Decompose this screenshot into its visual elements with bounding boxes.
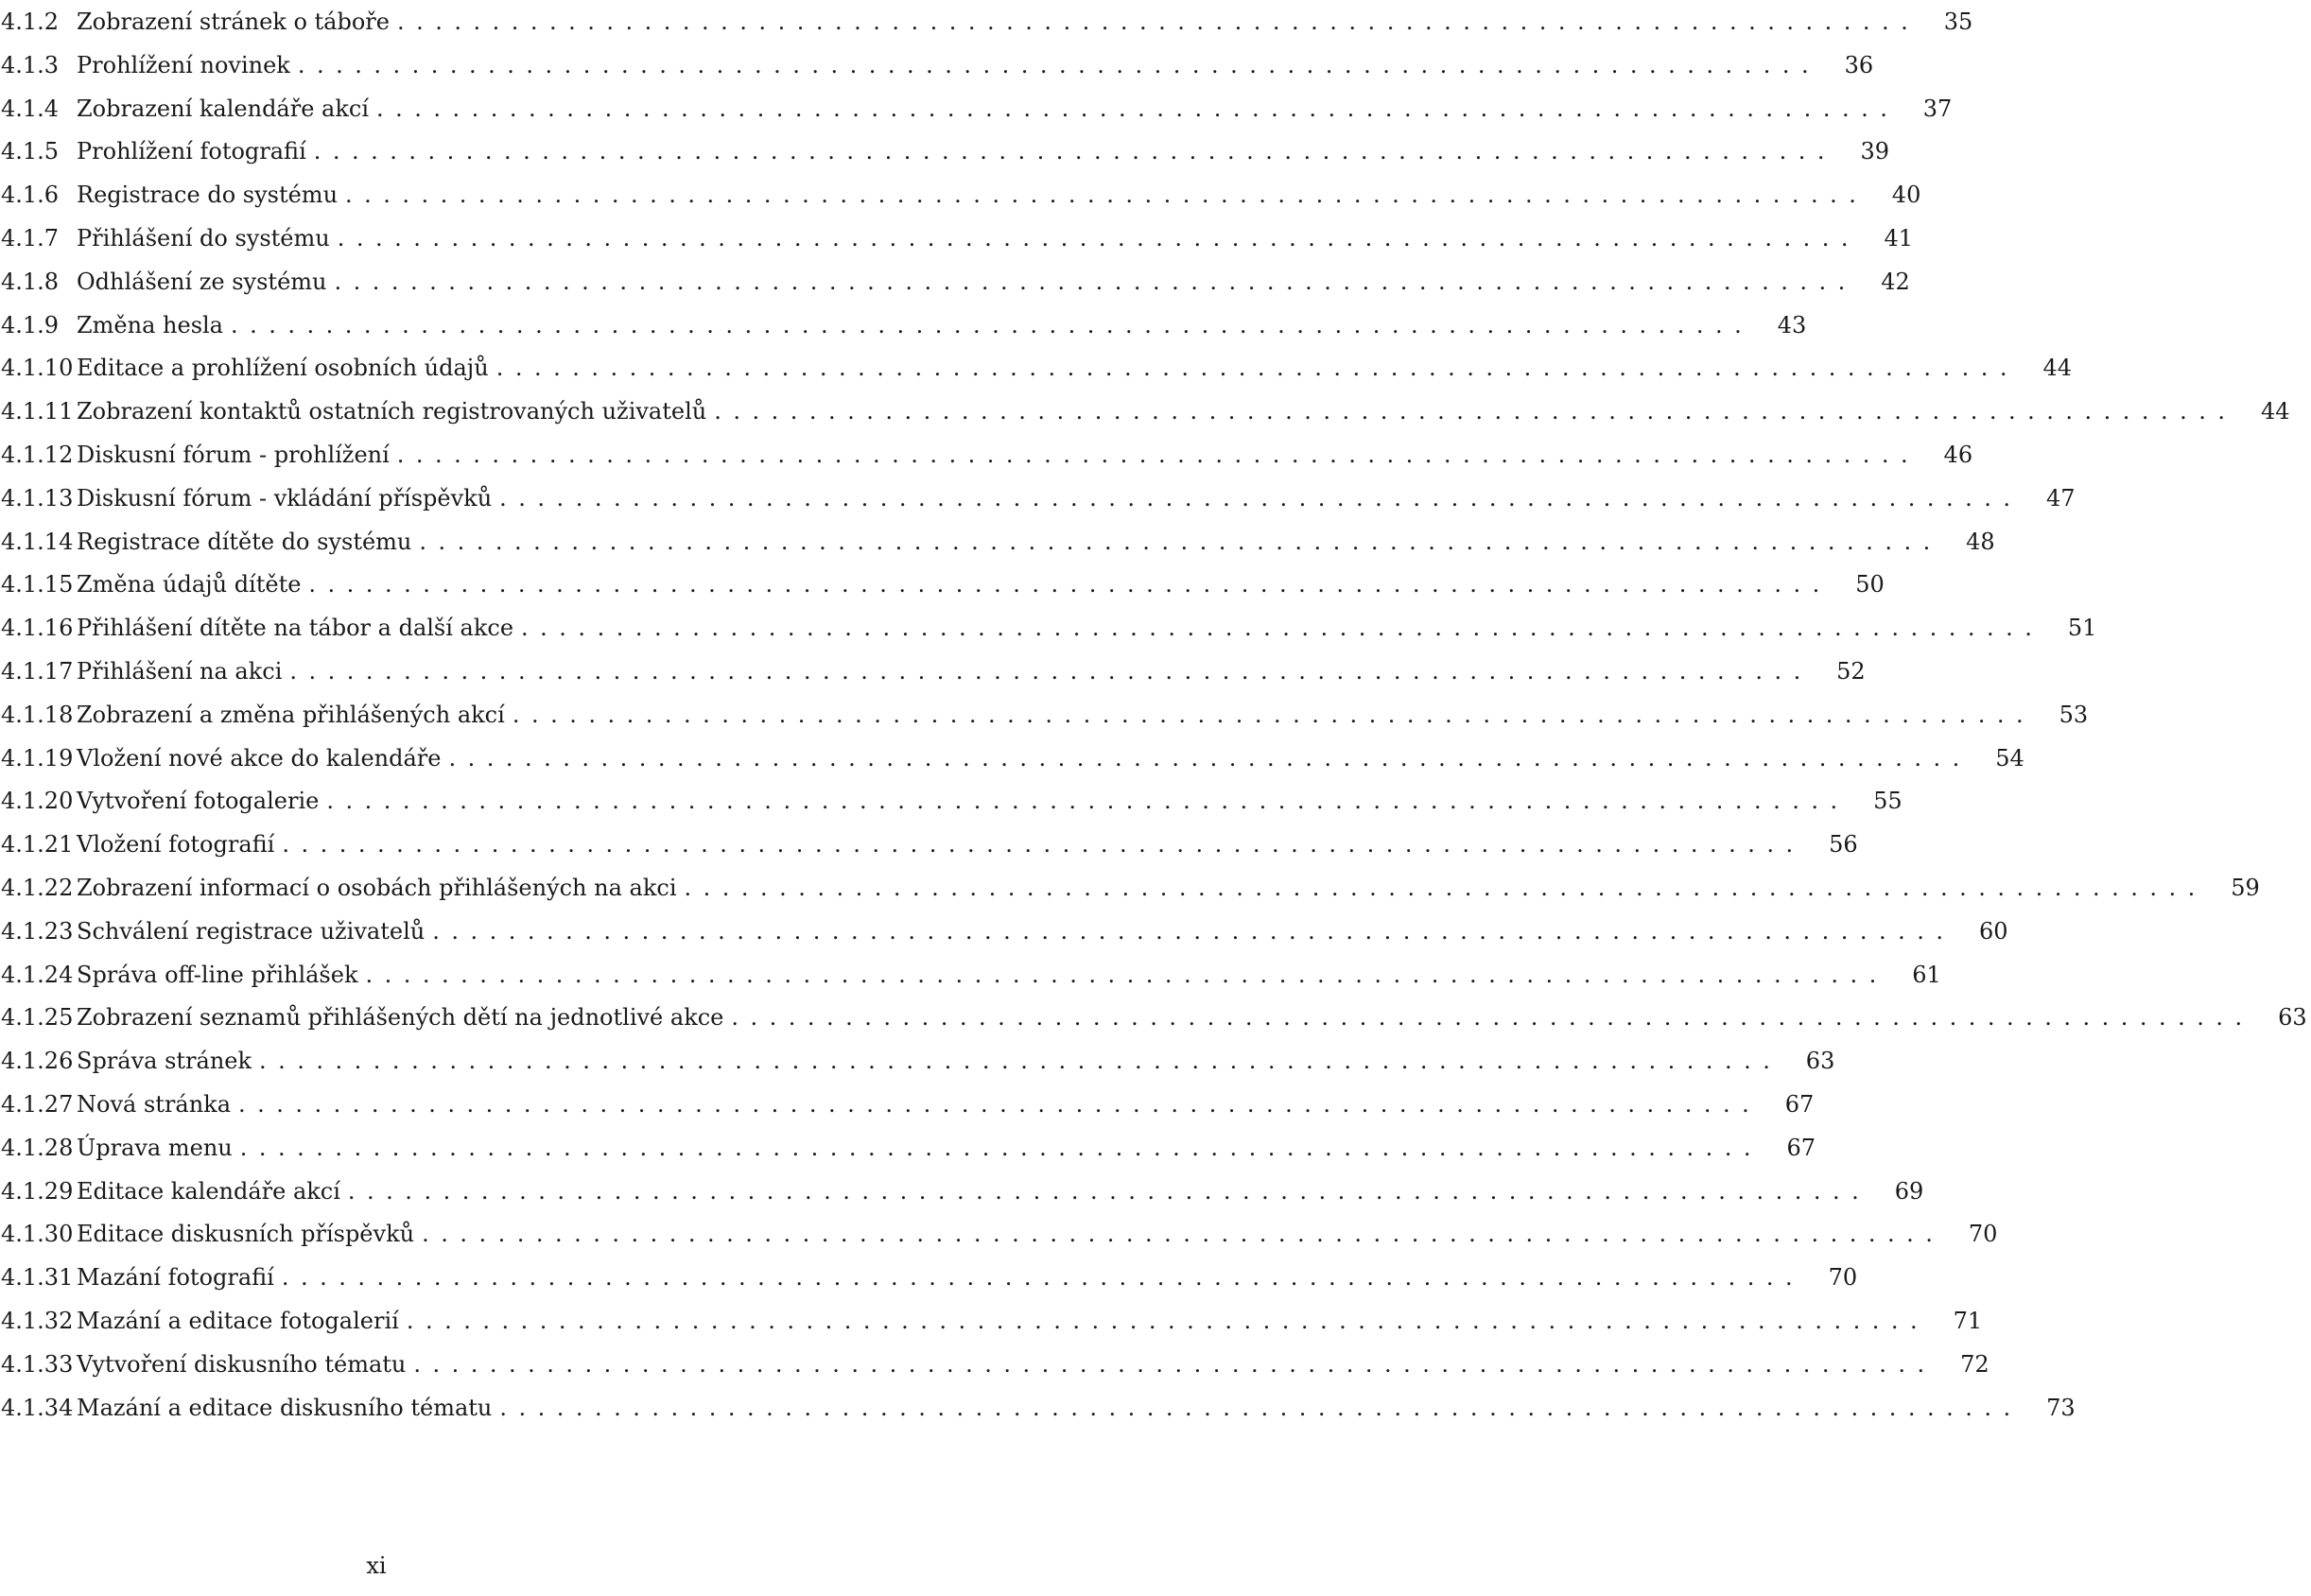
- toc-entry[interactable]: [0, 1170, 1924, 1213]
- toc-section-number: 4.1.17: [1, 658, 74, 685]
- toc-section-title[interactable]: Vytvoření diskusního tématu: [77, 1350, 407, 1378]
- toc-page-number[interactable]: 63: [2278, 1004, 2307, 1032]
- toc-dot-leader: ................................................................................: [448, 744, 1972, 772]
- toc-page-number[interactable]: 40: [1891, 182, 1921, 209]
- toc-page-number[interactable]: 72: [1960, 1350, 1990, 1378]
- toc-page-number[interactable]: 46: [1943, 442, 1973, 468]
- toc-section-title[interactable]: Schválení registrace uživatelů: [77, 917, 426, 945]
- toc-page-number[interactable]: 43: [1777, 311, 1807, 338]
- toc-dot-leader: ................................................................................: [499, 484, 2023, 512]
- toc-entry[interactable]: [0, 563, 1885, 606]
- toc-section-number: 4.1.5: [1, 138, 60, 165]
- toc-entry[interactable]: [0, 520, 1995, 564]
- toc-entry[interactable]: [0, 0, 1973, 43]
- toc-page-number[interactable]: 51: [2067, 615, 2097, 642]
- toc-entry[interactable]: [0, 866, 2260, 910]
- toc-page-number[interactable]: 63: [1805, 1048, 1835, 1075]
- toc-dot-leader: ................................................................................: [337, 225, 1861, 252]
- toc-section-title[interactable]: Odhlášení ze systému: [77, 268, 327, 295]
- toc-entry[interactable]: [0, 346, 2073, 390]
- toc-dot-leader: ................................................................................: [365, 961, 1888, 988]
- toc-section-number: 4.1.29: [1, 1177, 74, 1205]
- toc-page-number[interactable]: 35: [1943, 9, 1973, 35]
- toc-page-number[interactable]: 36: [1844, 51, 1874, 78]
- toc-entry[interactable]: [0, 1083, 1815, 1126]
- toc-section-number: 4.1.3: [1, 51, 60, 78]
- toc-section-title[interactable]: Zobrazení kalendáře akcí: [77, 95, 370, 122]
- toc-section-number: 4.1.16: [1, 615, 74, 642]
- toc-page-number[interactable]: 44: [2042, 355, 2073, 382]
- toc-section-number: 4.1.6: [1, 182, 60, 209]
- toc-section-title[interactable]: Nová stránka: [77, 1091, 231, 1118]
- toc-entry[interactable]: [0, 173, 1921, 217]
- toc-section-number: 4.1.10: [1, 355, 74, 382]
- toc-section-title[interactable]: Zobrazení kontaktů ostatních registrovaných uživatelů: [77, 398, 707, 425]
- toc-section-title[interactable]: Diskusní fórum - prohlížení: [77, 442, 390, 468]
- toc-section-number: 4.1.14: [1, 528, 74, 555]
- toc-section-title[interactable]: Editace kalendáře akcí: [77, 1177, 340, 1205]
- toc-page-number[interactable]: 42: [1881, 268, 1910, 295]
- toc-dot-leader: ................................................................................: [259, 1048, 1782, 1075]
- toc-dot-leader: ................................................................................: [289, 658, 1813, 685]
- toc-section-number: 4.1.26: [1, 1048, 74, 1075]
- toc-section-title[interactable]: Registrace dítěte do systému: [77, 528, 412, 555]
- toc-section-title[interactable]: Prohlížení novinek: [77, 51, 290, 78]
- toc-dot-leader: ................................................................................: [297, 51, 1821, 78]
- toc-page-number[interactable]: 47: [2045, 484, 2076, 512]
- toc-dot-leader: ................................................................................: [313, 138, 1837, 165]
- toc-section-title[interactable]: Přihlášení na akci: [77, 658, 283, 685]
- toc-section-title[interactable]: Zobrazení a změna přihlášených akcí: [77, 701, 505, 728]
- toc-section-number: 4.1.21: [1, 831, 74, 859]
- toc-page-number[interactable]: 60: [1978, 917, 2008, 945]
- toc-dot-leader: ................................................................................: [282, 831, 1805, 859]
- toc-section-title[interactable]: Diskusní fórum - vkládání příspěvků: [77, 484, 493, 512]
- toc-dot-leader: ................................................................................: [422, 1221, 1945, 1248]
- toc-dot-leader: ................................................................................: [334, 268, 1857, 295]
- toc-dot-leader: ................................................................................: [281, 1264, 1805, 1292]
- toc-entry[interactable]: [0, 1126, 1816, 1170]
- toc-entry[interactable]: [0, 433, 1973, 477]
- toc-dot-leader: ................................................................................: [396, 442, 1920, 468]
- toc-dot-leader: ................................................................................: [714, 398, 2237, 425]
- toc-entry[interactable]: [0, 737, 2024, 780]
- page-number: xi: [366, 1553, 387, 1579]
- toc-section-number: 4.1.7: [1, 225, 60, 252]
- toc-entry[interactable]: [0, 130, 1890, 173]
- toc-section-title[interactable]: Změna hesla: [77, 311, 223, 338]
- toc-page-number[interactable]: 50: [1855, 571, 1885, 598]
- toc-dot-leader: ................................................................................: [413, 1350, 1937, 1378]
- toc-dot-leader: ................................................................................: [406, 1308, 1930, 1334]
- toc-page-number[interactable]: 70: [1968, 1221, 1998, 1248]
- toc-dot-leader: ................................................................................: [521, 615, 2044, 642]
- toc-section-number: 4.1.24: [1, 961, 74, 988]
- toc-section-title[interactable]: Editace diskusních příspěvků: [77, 1221, 415, 1248]
- toc-section-title[interactable]: Úprava menu: [77, 1134, 233, 1161]
- toc-section-number: 4.1.19: [1, 744, 74, 772]
- toc-page-number[interactable]: 44: [2260, 398, 2290, 425]
- toc-dot-leader: ................................................................................: [238, 1091, 1762, 1118]
- toc-entry[interactable]: [0, 217, 1914, 260]
- toc-dot-leader: ................................................................................: [512, 701, 2036, 728]
- toc-section-number: 4.1.28: [1, 1134, 74, 1161]
- toc-page-number[interactable]: 48: [1966, 528, 1995, 555]
- toc-section-title[interactable]: Prohlížení fotografií: [77, 138, 306, 165]
- toc-section-number: 4.1.27: [1, 1091, 74, 1118]
- toc-dot-leader: ................................................................................: [419, 528, 1942, 555]
- toc-section-title[interactable]: Zobrazení seznamů přihlášených dětí na jednotlivé akce: [77, 1004, 724, 1032]
- toc-entry[interactable]: [0, 43, 1874, 87]
- toc-section-title[interactable]: Mazání a editace diskusního tématu: [77, 1394, 493, 1421]
- toc-page-number[interactable]: 54: [1995, 744, 2024, 772]
- toc-section-title[interactable]: Zobrazení stránek o táboře: [77, 9, 390, 35]
- toc-section-number: 4.1.2: [1, 9, 60, 35]
- toc-section-number: 4.1.18: [1, 701, 74, 728]
- toc-dot-leader: ................................................................................: [684, 875, 2207, 901]
- toc-page-number[interactable]: 41: [1884, 225, 1914, 252]
- toc-entry[interactable]: [0, 606, 2097, 650]
- toc-page-number[interactable]: 53: [2059, 701, 2089, 728]
- toc-page-number[interactable]: 52: [1836, 658, 1866, 685]
- toc-section-title[interactable]: Vytvoření fotogalerie: [77, 788, 320, 815]
- toc-page-number[interactable]: 55: [1873, 788, 1903, 815]
- toc-section-title[interactable]: Vložení fotografií: [77, 831, 275, 859]
- toc-section-number: 4.1.31: [1, 1264, 74, 1292]
- toc-page-number[interactable]: 71: [1953, 1308, 1983, 1334]
- toc-section-number: 4.1.4: [1, 95, 60, 122]
- toc-entry[interactable]: [0, 1212, 1998, 1256]
- toc-section-number: 4.1.34: [1, 1394, 74, 1421]
- toc-section-number: 4.1.22: [1, 875, 74, 901]
- toc-entry[interactable]: [0, 910, 2008, 953]
- toc-entry[interactable]: [0, 693, 2089, 737]
- toc-page-number[interactable]: 39: [1860, 138, 1890, 165]
- toc-entry[interactable]: [0, 390, 2290, 433]
- toc-entry[interactable]: [0, 87, 1953, 130]
- toc-entry[interactable]: [0, 304, 1807, 347]
- toc-page-number[interactable]: 67: [1786, 1134, 1816, 1161]
- toc-entry[interactable]: [0, 1343, 1990, 1386]
- toc-entry[interactable]: [0, 953, 1941, 997]
- toc-page-number[interactable]: 59: [2231, 875, 2260, 901]
- toc-dot-leader: ................................................................................: [308, 571, 1832, 598]
- toc-page-number[interactable]: 67: [1784, 1091, 1815, 1118]
- toc-section-number: 4.1.13: [1, 484, 74, 512]
- toc-section-title[interactable]: Změna údajů dítěte: [77, 571, 302, 598]
- toc-section-number: 4.1.32: [1, 1308, 74, 1334]
- toc-section-title[interactable]: Mazání a editace fotogalerií: [77, 1308, 399, 1334]
- toc-dot-leader: ................................................................................: [495, 355, 2020, 382]
- toc-section-number: 4.1.20: [1, 788, 74, 815]
- toc-entry[interactable]: [0, 823, 1858, 866]
- toc-section-number: 4.1.9: [1, 311, 60, 338]
- toc-dot-leader: ................................................................................: [499, 1394, 2023, 1421]
- toc-dot-leader: ................................................................................: [432, 917, 1955, 945]
- toc-section-title[interactable]: Registrace do systému: [77, 182, 339, 209]
- toc-entry[interactable]: [0, 779, 1903, 823]
- toc-dot-leader: ................................................................................: [231, 311, 1754, 338]
- toc-entry[interactable]: [0, 996, 2307, 1039]
- toc-section-title[interactable]: Editace a prohlížení osobních údajů: [77, 355, 489, 382]
- toc-page-number[interactable]: 73: [2046, 1394, 2076, 1421]
- toc-dot-leader: ................................................................................: [239, 1134, 1764, 1161]
- toc-entry[interactable]: [0, 650, 1866, 693]
- toc-page-number[interactable]: 69: [1894, 1177, 1924, 1205]
- toc-entry[interactable]: [0, 1039, 1835, 1083]
- toc-section-number: 4.1.33: [1, 1350, 74, 1378]
- toc-section-number: 4.1.11: [1, 398, 74, 425]
- toc-section-title[interactable]: Vložení nové akce do kalendáře: [77, 744, 442, 772]
- toc-section-number: 4.1.15: [1, 571, 74, 598]
- toc-section-title[interactable]: Mazání fotografií: [77, 1264, 274, 1292]
- toc-dot-leader: ................................................................................: [326, 788, 1850, 815]
- toc-section-title[interactable]: Zobrazení informací o osobách přihlášených na akci: [77, 875, 677, 901]
- toc-section-number: 4.1.12: [1, 442, 74, 468]
- toc-entry[interactable]: [0, 1256, 1858, 1299]
- toc-page-number[interactable]: 56: [1829, 831, 1858, 859]
- toc-section-title[interactable]: Přihlášení do systému: [77, 225, 330, 252]
- toc-entry[interactable]: [0, 260, 1910, 304]
- toc-section-title[interactable]: Přihlášení dítěte na tábor a další akce: [77, 615, 514, 642]
- toc-dot-leader: ................................................................................: [396, 9, 1920, 35]
- toc-entry[interactable]: [0, 477, 2076, 520]
- toc-section-title[interactable]: Správa stránek: [77, 1048, 252, 1075]
- toc-section-number: 4.1.23: [1, 917, 74, 945]
- toc-page-number[interactable]: 37: [1922, 95, 1953, 122]
- toc-dot-leader: ................................................................................: [345, 182, 1868, 209]
- toc-section-number: 4.1.30: [1, 1221, 74, 1248]
- toc-dot-leader: ................................................................................: [376, 95, 1900, 122]
- toc-section-title[interactable]: Správa off-line přihlášek: [77, 961, 358, 988]
- toc-entry[interactable]: [0, 1386, 2076, 1430]
- toc-page-number[interactable]: 61: [1912, 961, 1941, 988]
- toc-entry[interactable]: [0, 1299, 1983, 1343]
- toc-page-number[interactable]: 70: [1828, 1264, 1858, 1292]
- toc-dot-leader: ................................................................................: [731, 1004, 2254, 1032]
- toc-section-number: 4.1.8: [1, 268, 60, 295]
- toc-dot-leader: ................................................................................: [347, 1177, 1871, 1205]
- toc-section-number: 4.1.25: [1, 1004, 74, 1032]
